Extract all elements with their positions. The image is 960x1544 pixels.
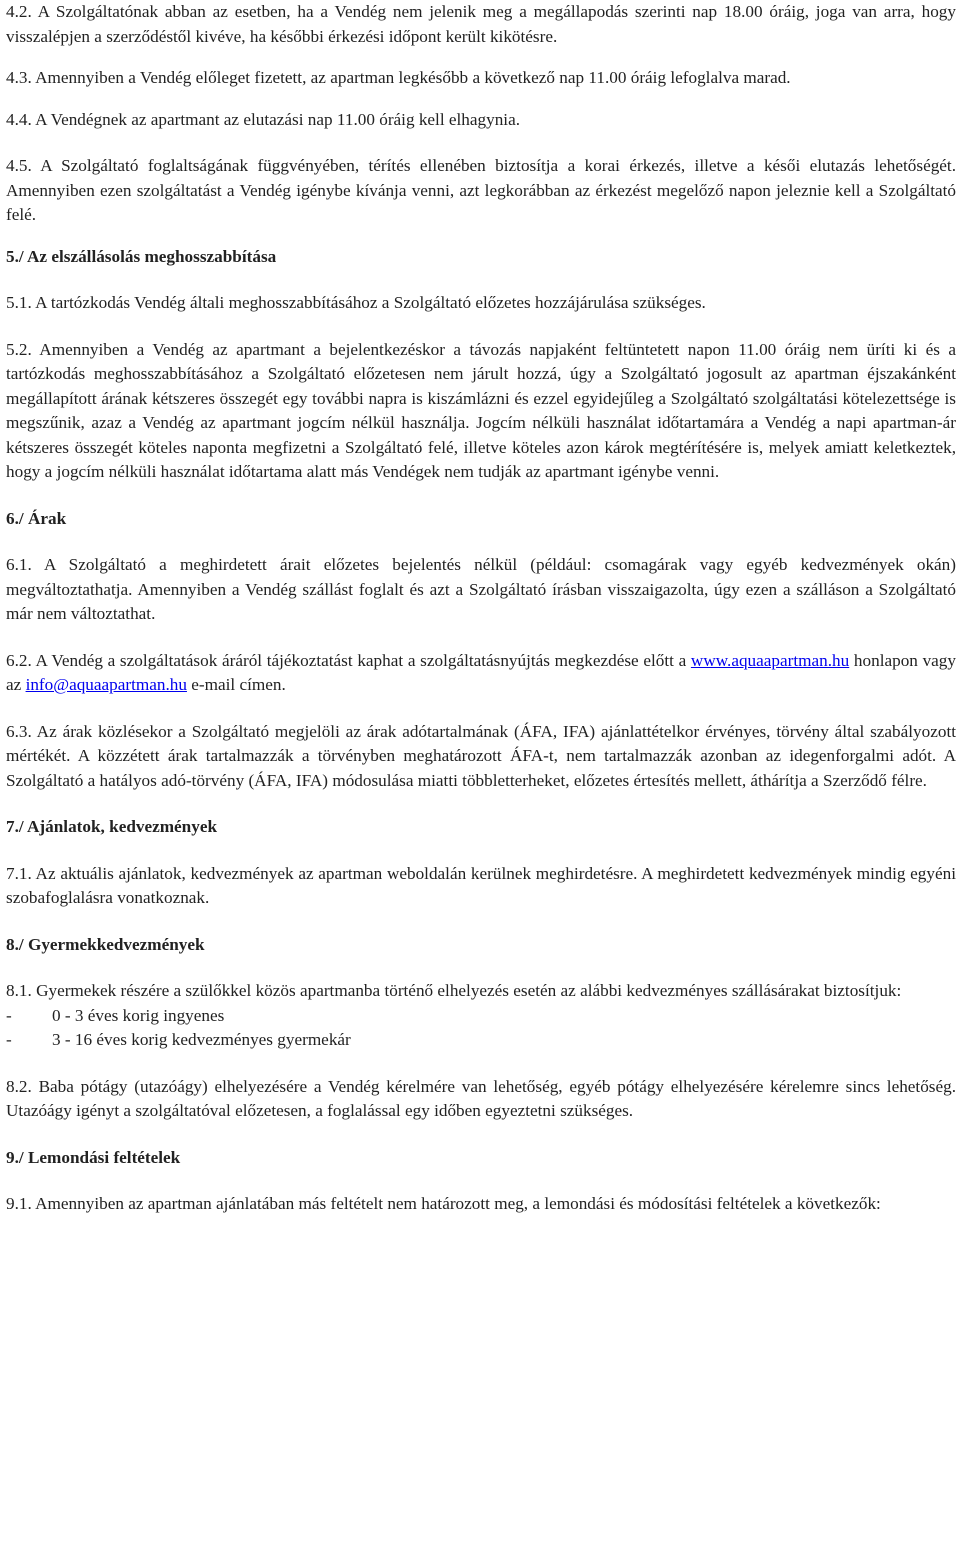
email-link[interactable]: info@aquaapartman.hu bbox=[25, 675, 187, 694]
paragraph-6-3: 6.3. Az árak közlésekor a Szolgáltató megjelöli az árak adótartalmának (ÁFA, IFA) ajánlattételkor érvényes, törvény által szabályozott mértékét. A közzétett árak tartalmazzák a törvényben meghatározott ÁFA-t, nem tartalmazzák azonban az idegenforgalmi adót. A Szolgáltató a hatályos adó-törvény (ÁFA, IFA) módosulása miatti többletterheket, előzetes értesítés mellett, áthárítja a Szerződő félre. bbox=[6, 721, 956, 790]
paragraph-4-2: 4.2. A Szolgáltatónak abban az esetben, ha a Vendég nem jelenik meg a megállapodás szerinti nap 18.00 óráig, joga van arra, hogy visszalépjen a szerződéstől kivéve, ha későbbi érkezési időpont került kikötésre. bbox=[6, 2, 956, 46]
paragraph-4-3: 4.3. Amennyiben a Vendég előleget fizetett, az apartman legkésőbb a következő nap 11.00 óráig lefoglalva marad. bbox=[6, 68, 791, 87]
paragraph-8-2: 8.2. Baba pótágy (utazóágy) elhelyezésére a Vendég kérelmére van lehetőség, egyéb pótágy elhelyezésére kérelemre sincs lehetőség. Utazóágy igényt a szolgáltatóval előzetesen, a foglalással egy időben egyeztetni szükséges. bbox=[6, 1076, 956, 1120]
section-heading-8: 8./ Gyermekkedvezmények bbox=[6, 934, 205, 954]
list-item-text: 3 - 16 éves korig kedvezményes gyermekár bbox=[52, 1030, 351, 1049]
paragraph-6-2-text: 6.2. A Vendég a szolgáltatások áráról tájékoztatást kaphat a szolgáltatásnyújtás megkezdése előtt a bbox=[6, 650, 691, 670]
section-heading-6: 6./ Árak bbox=[6, 508, 67, 528]
list-item-text: 0 - 3 éves korig ingyenes bbox=[52, 1005, 225, 1025]
list-item bbox=[6, 1028, 956, 1053]
paragraph-6-1: 6.1. A Szolgáltató a meghirdetett árait előzetes bejelentés nélkül (például: csomagárak vagy egyéb kedvezmények okán) megváltoztathatja. Amennyiben a Vendég szállást foglalt és azt a Szolgáltató írásban visszaigazolta, úgy ezen a szálláson a Szolgáltató már nem változtathat. bbox=[6, 555, 956, 623]
paragraph-6-2-text-end: e-mail címen. bbox=[186, 675, 286, 694]
list-dash: - bbox=[6, 1005, 12, 1025]
paragraph-5-1: 5.1. A tartózkodás Vendég általi meghosszabbításához a Szolgáltató előzetes hozzájárulása szükséges. bbox=[6, 293, 706, 312]
paragraph-6-2 bbox=[6, 649, 956, 698]
list-dash: - bbox=[6, 1030, 12, 1049]
paragraph-8-1: 8.1. Gyermekek részére a szülőkkel közös apartmanba történő elhelyezés esetén az alábbi kedvezményes szállásárakat biztosítjuk: bbox=[6, 981, 902, 1000]
section-heading-7: 7./ Ajánlatok, kedvezmények bbox=[6, 817, 218, 836]
section-heading-5: 5./ Az elszállásolás meghosszabbítása bbox=[6, 246, 277, 266]
paragraph-9-1: 9.1. Amennyiben az apartman ajánlatában más feltételt nem határozott meg, a lemondási és módosítási feltételek a következők: bbox=[6, 1194, 881, 1213]
section-heading-9: 9./ Lemondási feltételek bbox=[6, 1147, 181, 1167]
paragraph-5-2: 5.2. Amennyiben a Vendég az apartmant a bejelentkezéskor a távozás napjaként feltüntetett napon 11.00 óráig nem üríti ki és a tartózkodás meghosszabbításához a Szolgáltató előzetesen nem járult hozzá, úgy a Szolgáltató jogosult az apartman éjszakánként megállapított árának kétszeres összegét egy további napra is kiszámlázni és ezzel egyidejűleg a Szolgáltató szolgáltatási kötelezettsége is megszűnik, azaz a Vendég az apartmant jogcím nélkül használja. Jogcím nélküli használat időtartamára a Vendég a napi apartman-ár kétszeres összegét köteles naponta megfizetni a Szolgáltató felé, illetve köteles azon károk megtérítésére is, melyek amiatt keletkeztek, hogy a jogcím nélküli használat időtartama alatt más Vendégek nem tudják az apartmant igénybe venni. bbox=[6, 339, 956, 481]
paragraph-4-5: 4.5. A Szolgáltató foglaltságának függvényében, térítés ellenében biztosítja a korai érkezés, illetve a késői elutazás lehetőségét. Amennyiben ezen szolgáltatást a Vendég igénybe kívánja venni, azt legkorábban az érkezést megelőző napon jeleznie kell a Szolgáltató felé. bbox=[6, 156, 956, 224]
paragraph-7-1: 7.1. Az aktuális ajánlatok, kedvezmények az apartman weboldalán kerülnek meghirdetésre. A meghirdetett kedvezmények mindig egyéni szobafoglalásra vonatkoznak. bbox=[6, 863, 956, 907]
document-page bbox=[6, 0, 956, 1217]
website-link[interactable]: www.aquaapartman.hu bbox=[690, 650, 850, 670]
paragraph-4-4: 4.4. A Vendégnek az apartmant az elutazási nap 11.00 óráig kell elhagynia. bbox=[6, 109, 521, 129]
list-item bbox=[6, 1004, 956, 1029]
paragraph-6-2-text-mid: honlapon vagy az bbox=[6, 650, 956, 694]
